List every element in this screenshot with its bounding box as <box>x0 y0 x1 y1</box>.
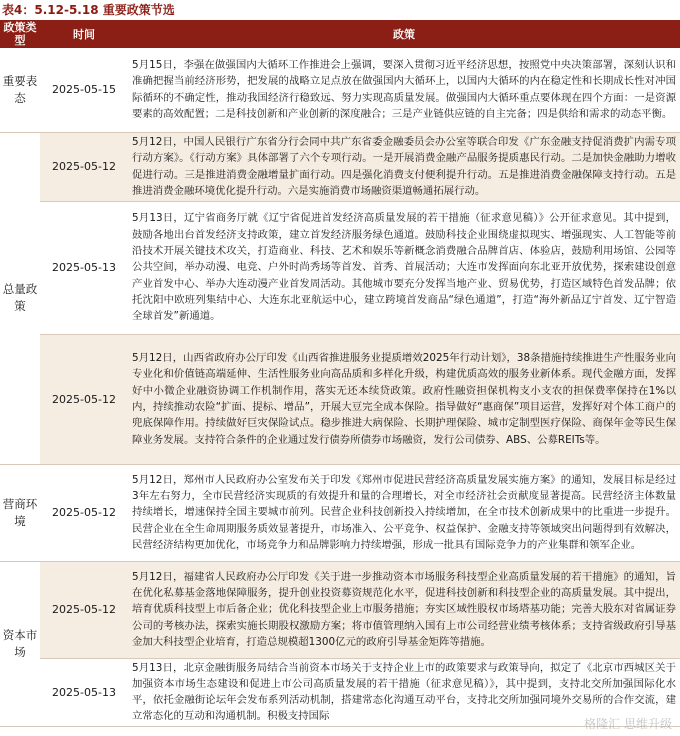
row-date: 2025-05-13 <box>40 201 128 334</box>
row-policy: 5月13日，辽宁省商务厅就《辽宁省促进首发经济高质量发展的若干措施（征求意见稿）》公开征求意见。其中提到，鼓励各地出台首发经济支持政策，建立首发经济服务绿色通道。鼓励科技企业围绕虚拟现实、增强现实、人工智能等前沿技术开展关键技术攻关，打造商业、科技、艺术和娱乐等新概念消费融合品牌首店、体验店，鼓励利用场馆、公园等公共空间，举办动漫、电竞、户外时尚秀场等首发、首秀、首展活动；大连市发挥面向东北亚开放优势，探索建设创意产业首发中心、举办大连动漫产业首发周活动。其他城市要充分发挥当地产业、贸易优势，打造区域特色首发品牌；依托沈阳中欧班列集结中心、大连东北亚航运中心，建立跨境首发商品“绿色通道”，打造“海外新品辽宁首发、辽宁智造全球首发”新通道。 <box>128 201 680 334</box>
row-policy: 5月15日，李强在做强国内大循环工作推进会上强调，要深入贯彻习近平经济思想，按照党中央决策部署，深刻认识和准确把握当前经济形势，把发展的战略立足点放在做强国内大循环上，以国内大循环的内在稳定性和长期成长性对冲国际循环的不确定性，推动我国经济行稳致远、努力实现高质量发展。做强国内大循环重点要体现在四个方面：一是资源要素的高效配置；二是科技创新和产业创新的深度融合；三是产业链供应链的自主完备；四是供给和需求的动态平衡。 <box>128 48 680 132</box>
row-date: 2025-05-15 <box>40 48 128 132</box>
header-category: 政策类型 <box>0 20 40 48</box>
category-aggregate: 总量政策 <box>0 132 40 464</box>
row-policy: 5月12日，郑州市人民政府办公室发布关于印发《郑州市促进民营经济高质量发展实施方案》的通知，发展目标是经过3年左右努力，全市民营经济实现质的有效提升和量的合理增长，对全市经济社会贡献度显著提高。民营经济主体数量持续增长，增速保持全国主要城市前列。民营企业科技创新投入持续增加，在全市技术创新成果中的比重进一步提升。民营企业在全生命周期服务质效显著提升，市场准入、公平竞争、权益保护、金融支持等领域突出问题得到有效解决，民营经济结构更加优化，市场竞争力和品牌影响力持续增强，形成一批具有国际竞争力的产业集群和领军企业。 <box>128 464 680 561</box>
row-policy: 5月12日，中国人民银行广东省分行会同中共广东省委金融委员会办公室等联合印发《广东金融支持促消费扩内需专项行动方案》。《行动方案》具体部署了六个专项行动。一是开展消费金融产品服务提质惠民行动。二是加快金融助力增收促进行动。三是推进消费金融增量扩面行动。四是强化消费支付便利提升行动。五是推进消费金融保障支持行动。五是推进消费金融环境优化提升行动。六是实施消费市场融资渠道畅通拓展行动。 <box>128 132 680 201</box>
row-date: 2025-05-12 <box>40 561 128 658</box>
table-row <box>0 132 680 201</box>
row-date: 2025-05-12 <box>40 334 128 464</box>
table-caption: 表4：5.12-5.18 重要政策节选 <box>2 3 175 17</box>
row-policy: 5月13日，北京金融街服务局结合当前资本市场关于支持企业上市的政策要求与政策导向，拟定了《北京市西城区关于加强资本市场生态建设和促进上市公司高质量发展的若干措施（征求意见稿）》，其中提到，支持北交所加强国际化水平，依托金融街论坛年会发布系列活动机制，搭建常态化沟通互动平台，支持北交所加强同境外交易所的合作交流，建立常态化的互动和沟通机制。积极支持国际 <box>128 658 680 726</box>
watermark: 格隆汇 思维升级 <box>584 717 672 731</box>
row-date: 2025-05-13 <box>40 658 128 726</box>
table-row <box>0 201 680 334</box>
category-capital: 资本市场 <box>0 561 40 726</box>
header-time: 时间 <box>40 20 128 48</box>
row-date: 2025-05-12 <box>40 464 128 561</box>
table-header-row <box>0 20 680 48</box>
row-date: 2025-05-12 <box>40 132 128 201</box>
header-policy: 政策 <box>128 20 680 48</box>
policy-table <box>0 20 680 727</box>
row-policy: 5月12日，福建省人民政府办公厅印发《关于进一步推动资本市场服务科技型企业高质量发展的若干措施》的通知，旨在优化私募基金落地保障服务，提升创业投资募资规范化水平，促进科技创新和科技型企业的高质量发展。其中提出，培育优质科技型上市后备企业；优化科技型企业上市服务措施；夯实区域性股权市场塔基功能；完善大股东对省属证券公司的考核办法，探索实施长期股权激励方案；将市值管理纳入国有上市公司经营业绩考核体系；支持省级政府引导基金加大科技型企业培育，打造总规模超1300亿元的政府引导基金矩阵等措施。 <box>128 561 680 658</box>
table-row <box>0 658 680 726</box>
table-row <box>0 334 680 464</box>
row-policy: 5月12日，山西省政府办公厅印发《山西省推进服务业提质增效2025年行动计划》，38条措施持续推进生产性服务业向专业化和价值链高端延伸、生活性服务业向高品质和多样化升级，构建优质高效的服务业新体系。现代金融方面，发挥好中小微企业融资协调工作机制作用，落实无还本续贷政策。政府性融资担保机构支小支农的担保费率保持在1%以内，持续推动农险“扩面、提标、增品”，开展大豆完全成本保险。指导做好“惠商保”项目运营，发挥好对个体工商户的兜底保障作用。持续做好巨灾保险试点。稳步推进大病保险、长期护理保险、城市定制型医疗保险、商保年金等民生保障业务发展。支持符合条件的企业通过发行债券所债券市场融资，发行公司债券、ABS、公募REITs等。 <box>128 334 680 464</box>
category-business: 营商环境 <box>0 464 40 561</box>
table-row <box>0 464 680 561</box>
table-row <box>0 561 680 658</box>
category-important: 重要表态 <box>0 48 40 132</box>
table-row <box>0 48 680 132</box>
